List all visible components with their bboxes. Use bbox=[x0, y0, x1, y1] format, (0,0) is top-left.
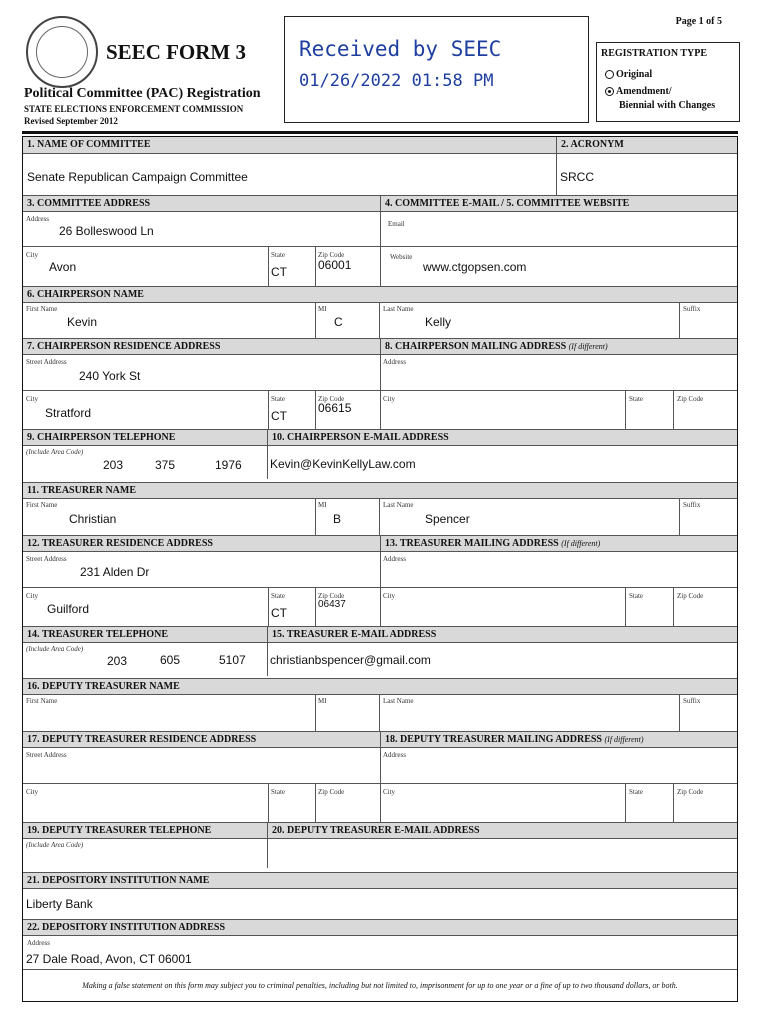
registration-form: 1. NAME OF COMMITTEE 2. ACRONYM Senate Republican Campaign Committee SRCC 3. COMMITTEE ADDRESS 4. COMMITTEE E-MAIL / 5. COMMITTEE WEBSITE Address 26 Bolleswood Ln Email City Avon State CT Zip Code 06001 Website www.ctgopsen.com 6. CHAIRPERSON NAME First Name Kevin MI C Last Name Kelly Suffix 7. CHAIRPERSON RESIDENCE ADDRESS 8. CHAIRPERSON MAILING ADDRESS (If different) Street Address 240 York St Address City Stratford State CT Zip Code 06615 City State Zip Code 9. CHAIRPERSON TELEPHONE 10. CHAIRPERSON E-MAIL ADDRESS (Include Area Code) 203 375 1976 Kevin@KevinKellyLaw.com 11. TREASURER NAME First Name Christian MI B Last Name Spencer Suffix 12. TREASURER RESIDENCE ADDRESS 13. TREASURER MAILING ADDRESS (If different) Street Address 231 Alden Dr Address City Guilford State CT Zip Code 06437 City State Zip Code 14. TREASURER TELEPHONE 15. TREASURER E-MAIL ADDRESS (Include Area Code) 203 605 5107 christianbspencer@gmail.com 16. DEPUTY TREASURER NAME First Name MI Last Name Suffix 17. DEPUTY TREASURER RESIDENCE ADDRESS 18. DEPUTY TREASURER MAILING ADDRESS (If different) Street Address Address City State Zip Code City State Zip Code 19. DEPUTY TREASURER TELEPHONE 20. DEPUTY TREASURER E-MAIL ADDRESS (Include Area Code) 21. DEPOSITORY INSTITUTION NAME Liberty Bank 22. DEPOSITORY INSTITUTION ADDRESS Address 27 Dale Road, Avon, CT 06001 Making a false statement on this form may subject you to criminal penalties, including but not limited to, imprisonment for up to one year or a fine of up to two thousand dollars, or both. bbox=[22, 136, 738, 1002]
treasurer-state[interactable]: CT bbox=[271, 606, 287, 620]
section-16-header: 16. DEPUTY TREASURER NAME bbox=[23, 678, 737, 695]
radio-original[interactable] bbox=[605, 70, 614, 79]
section-9-header: 9. CHAIRPERSON TELEPHONE bbox=[23, 429, 267, 446]
committee-address[interactable]: 26 Bolleswood Ln bbox=[59, 224, 154, 238]
section-14-header: 14. TREASURER TELEPHONE bbox=[23, 626, 267, 643]
option-amendment[interactable]: Amendment/ bbox=[605, 86, 672, 97]
amendment-line-2: Biennial with Changes bbox=[619, 100, 716, 111]
form-title: SEEC FORM 3 bbox=[106, 40, 247, 64]
section-3-header: 3. COMMITTEE ADDRESS bbox=[23, 195, 380, 212]
stamp-line-2: 01/26/2022 01:58 PM bbox=[299, 71, 494, 91]
section-8-header: 8. CHAIRPERSON MAILING ADDRESS (If different) bbox=[380, 338, 737, 355]
treasurer-phone-area[interactable]: 203 bbox=[107, 654, 128, 668]
seec-seal bbox=[26, 16, 98, 88]
treasurer-city[interactable]: Guilford bbox=[47, 602, 90, 616]
chair-state[interactable]: CT bbox=[271, 409, 287, 423]
section-21-header: 21. DEPOSITORY INSTITUTION NAME bbox=[23, 872, 737, 889]
header-rule bbox=[22, 131, 738, 134]
committee-city[interactable]: Avon bbox=[49, 260, 77, 274]
chair-last-name[interactable]: Kelly bbox=[425, 315, 452, 329]
form-subtitle: Political Committee (PAC) Registration bbox=[24, 86, 261, 101]
committee-zip[interactable]: 06001 bbox=[318, 258, 352, 272]
section-10-header: 10. CHAIRPERSON E-MAIL ADDRESS bbox=[267, 429, 737, 446]
chair-email[interactable]: Kevin@KevinKellyLaw.com bbox=[270, 457, 416, 471]
section-1-header: 1. NAME OF COMMITTEE bbox=[23, 137, 556, 154]
treasurer-last-name[interactable]: Spencer bbox=[425, 512, 470, 526]
revision-date: Revised September 2012 bbox=[24, 116, 118, 126]
received-stamp bbox=[284, 16, 589, 123]
chair-first-name[interactable]: Kevin bbox=[67, 315, 98, 329]
section-17-header: 17. DEPUTY TREASURER RESIDENCE ADDRESS bbox=[23, 731, 380, 748]
section-11-header: 11. TREASURER NAME bbox=[23, 482, 737, 499]
committee-website[interactable]: www.ctgopsen.com bbox=[423, 260, 527, 274]
treasurer-mi[interactable]: B bbox=[333, 512, 342, 526]
treasurer-street[interactable]: 231 Alden Dr bbox=[80, 565, 150, 579]
section-12-header: 12. TREASURER RESIDENCE ADDRESS bbox=[23, 535, 380, 552]
chair-phone-line[interactable]: 1976 bbox=[215, 458, 242, 472]
section-6-header: 6. CHAIRPERSON NAME bbox=[23, 286, 737, 303]
treasurer-phone-prefix[interactable]: 605 bbox=[160, 653, 181, 667]
treasurer-phone-line[interactable]: 5107 bbox=[219, 653, 246, 667]
depository-address[interactable]: 27 Dale Road, Avon, CT 06001 bbox=[26, 952, 192, 966]
chair-phone-area[interactable]: 203 bbox=[103, 458, 124, 472]
chair-phone-prefix[interactable]: 375 bbox=[155, 458, 176, 472]
depository-name[interactable]: Liberty Bank bbox=[26, 897, 93, 911]
section-20-header: 20. DEPUTY TREASURER E-MAIL ADDRESS bbox=[267, 822, 737, 839]
committee-name[interactable]: Senate Republican Campaign Committee bbox=[27, 170, 248, 184]
committee-state[interactable]: CT bbox=[271, 265, 287, 279]
radio-amendment[interactable] bbox=[605, 87, 614, 96]
chair-zip[interactable]: 06615 bbox=[318, 401, 352, 415]
registration-type-title: REGISTRATION TYPE bbox=[601, 48, 708, 59]
section-2-header: 2. ACRONYM bbox=[556, 137, 737, 154]
section-19-header: 19. DEPUTY TREASURER TELEPHONE bbox=[23, 822, 267, 839]
legal-warning: Making a false statement on this form may subject you to criminal penalties, including but not limited to, imprisonment for up to one year or a fine of up to two thousand dollars, or both. bbox=[82, 981, 678, 990]
chair-street[interactable]: 240 York St bbox=[79, 369, 141, 383]
chair-mi[interactable]: C bbox=[334, 315, 343, 329]
treasurer-zip[interactable]: 06437 bbox=[318, 599, 346, 610]
section-15-header: 15. TREASURER E-MAIL ADDRESS bbox=[267, 626, 737, 643]
section-13-header: 13. TREASURER MAILING ADDRESS (If different) bbox=[380, 535, 737, 552]
treasurer-email[interactable]: christianbspencer@gmail.com bbox=[270, 653, 431, 667]
section-22-header: 22. DEPOSITORY INSTITUTION ADDRESS bbox=[23, 919, 737, 936]
treasurer-first-name[interactable]: Christian bbox=[69, 512, 117, 526]
option-original[interactable]: Original bbox=[605, 69, 652, 80]
chair-city[interactable]: Stratford bbox=[45, 406, 92, 420]
page-number: Page 1 of 5 bbox=[675, 16, 722, 27]
committee-acronym[interactable]: SRCC bbox=[560, 170, 595, 184]
section-4-header: 4. COMMITTEE E-MAIL / 5. COMMITTEE WEBSITE bbox=[380, 195, 737, 212]
section-7-header: 7. CHAIRPERSON RESIDENCE ADDRESS bbox=[23, 338, 380, 355]
stamp-line-1: Received by SEEC bbox=[299, 37, 502, 61]
section-18-header: 18. DEPUTY TREASURER MAILING ADDRESS (If different) bbox=[380, 731, 737, 748]
agency-name: STATE ELECTIONS ENFORCEMENT COMMISSION bbox=[24, 104, 244, 114]
registration-type-box bbox=[596, 42, 740, 122]
